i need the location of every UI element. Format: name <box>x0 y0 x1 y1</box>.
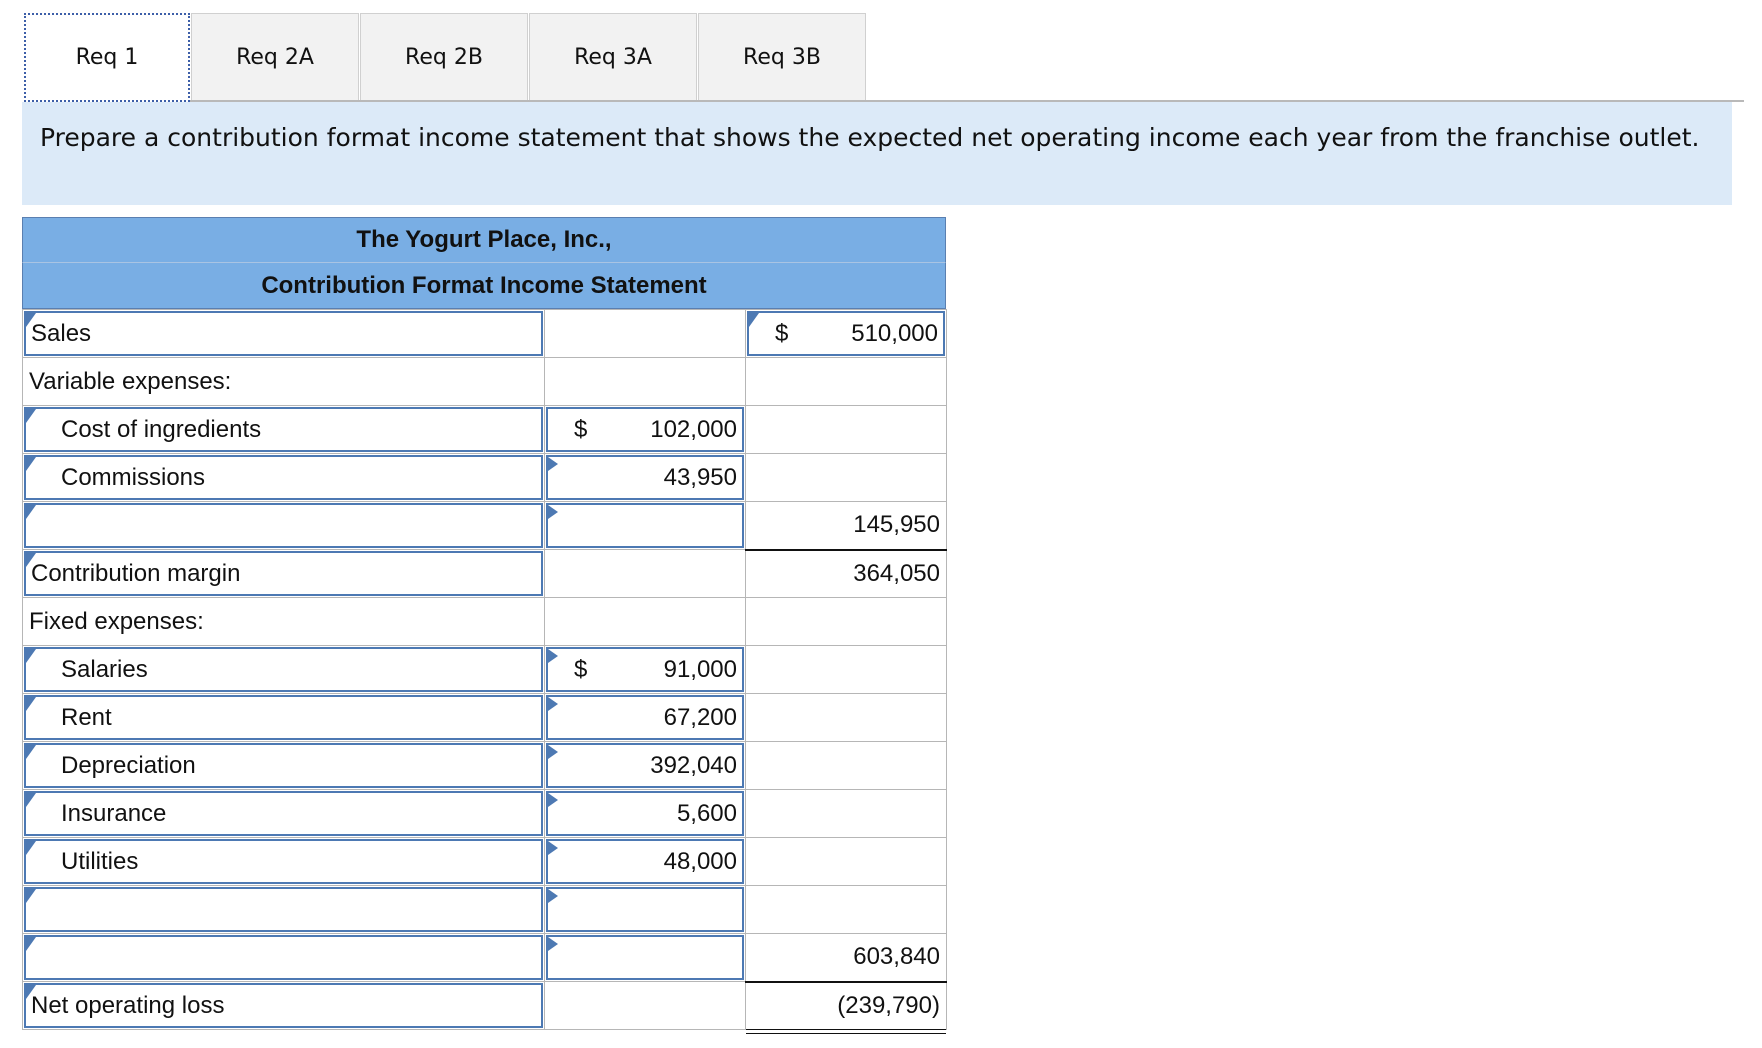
requirement-tabs <box>24 13 1744 102</box>
contribution-margin-total: 364,050 <box>853 559 940 587</box>
table-row <box>23 742 947 790</box>
depreciation-label: Depreciation <box>61 751 196 779</box>
utilities-label: Utilities <box>61 847 139 875</box>
commissions-label: Commissions <box>61 463 206 491</box>
income-statement <box>22 217 946 1030</box>
dropdown-flag-icon <box>749 313 759 327</box>
salaries-label-input[interactable] <box>24 647 543 692</box>
cost-of-ingredients-label-input[interactable] <box>24 407 543 452</box>
rent-amount: 67,200 <box>663 703 737 731</box>
cost-of-ingredients-amount: 102,000 <box>650 415 737 443</box>
dropdown-flag-icon <box>26 889 36 903</box>
dropdown-flag-icon <box>26 745 36 759</box>
dropdown-flag-icon <box>548 841 558 855</box>
dropdown-flag-icon <box>548 457 558 471</box>
table-row <box>23 310 947 358</box>
depreciation-label-input[interactable] <box>24 743 543 788</box>
table-row <box>23 790 947 838</box>
tab-req-2a[interactable]: Req 2A <box>191 13 359 100</box>
depreciation-amount-input[interactable] <box>546 743 744 788</box>
statement-table <box>22 309 947 1030</box>
cost-of-ingredients-label: Cost of ingredients <box>61 415 262 443</box>
table-row <box>23 838 947 886</box>
salaries-amount: 91,000 <box>663 655 737 683</box>
fixed-blank-1-amount-input[interactable] <box>546 887 744 932</box>
insurance-amount-input[interactable] <box>546 791 744 836</box>
utilities-amount-input[interactable] <box>546 839 744 884</box>
dropdown-flag-icon <box>26 457 36 471</box>
sales-label-input[interactable] <box>24 311 543 356</box>
dropdown-flag-icon <box>548 649 558 663</box>
tab-req-1[interactable]: Req 1 <box>24 13 190 102</box>
total-variable-expenses: 145,950 <box>853 511 940 539</box>
table-row <box>23 934 947 982</box>
sales-total: 510,000 <box>851 319 938 347</box>
salaries-label: Salaries <box>61 655 148 683</box>
dropdown-flag-icon <box>548 745 558 759</box>
table-row <box>23 406 947 454</box>
insurance-amount: 5,600 <box>676 799 737 827</box>
dropdown-flag-icon <box>548 505 558 519</box>
rent-label-input[interactable] <box>24 695 543 740</box>
table-row <box>23 982 947 1030</box>
tab-req-3a[interactable]: Req 3A <box>529 13 697 100</box>
fixed-blank-1-label-input[interactable] <box>24 887 543 932</box>
instruction-text: Prepare a contribution format income statement that shows the expected net operating income each year from the franchise outlet. <box>22 102 1732 205</box>
table-row <box>23 358 947 406</box>
table-row <box>23 646 947 694</box>
fixed-expenses-heading: Fixed expenses: <box>29 607 204 635</box>
insurance-label: Insurance <box>61 799 167 827</box>
company-name: The Yogurt Place, Inc., <box>22 217 946 262</box>
commissions-amount: 43,950 <box>663 463 737 491</box>
table-row <box>23 502 947 550</box>
dropdown-flag-icon <box>26 313 36 327</box>
table-row <box>23 886 947 934</box>
table-row <box>23 454 947 502</box>
variable-blank-label-input[interactable] <box>24 503 543 548</box>
statement-title: Contribution Format Income Statement <box>22 262 946 309</box>
dropdown-flag-icon <box>26 553 36 567</box>
dropdown-flag-icon <box>26 505 36 519</box>
dropdown-flag-icon <box>548 937 558 951</box>
table-row <box>23 694 947 742</box>
contribution-margin-label-input[interactable] <box>24 551 543 596</box>
dropdown-flag-icon <box>26 409 36 423</box>
fixed-blank-2-amount-input[interactable] <box>546 935 744 980</box>
cost-of-ingredients-amount-input[interactable] <box>546 407 744 452</box>
contribution-margin-label: Contribution margin <box>31 559 241 587</box>
dropdown-flag-icon <box>26 841 36 855</box>
total-fixed-expenses: 603,840 <box>853 943 940 971</box>
variable-expenses-heading: Variable expenses: <box>29 367 232 395</box>
dollar-sign: $ <box>775 319 789 347</box>
utilities-label-input[interactable] <box>24 839 543 884</box>
dropdown-flag-icon <box>26 793 36 807</box>
rent-label: Rent <box>61 703 112 731</box>
dropdown-flag-icon <box>26 985 36 999</box>
utilities-amount: 48,000 <box>663 847 737 875</box>
sales-total-input[interactable] <box>747 311 945 356</box>
net-operating-total: (239,790) <box>837 991 940 1019</box>
sales-label: Sales <box>31 319 92 347</box>
dropdown-flag-icon <box>26 649 36 663</box>
tab-req-2b[interactable]: Req 2B <box>360 13 528 100</box>
salaries-amount-input[interactable] <box>546 647 744 692</box>
net-operating-label-input[interactable] <box>24 983 543 1028</box>
dollar-sign: $ <box>574 655 588 683</box>
table-row <box>23 550 947 598</box>
commissions-amount-input[interactable] <box>546 455 744 500</box>
net-operating-label: Net operating loss <box>31 991 225 1019</box>
insurance-label-input[interactable] <box>24 791 543 836</box>
dropdown-flag-icon <box>26 697 36 711</box>
dropdown-flag-icon <box>548 889 558 903</box>
tab-req-3b[interactable]: Req 3B <box>698 13 866 100</box>
fixed-blank-2-label-input[interactable] <box>24 935 543 980</box>
dropdown-flag-icon <box>26 937 36 951</box>
depreciation-amount: 392,040 <box>650 751 737 779</box>
variable-blank-amount-input[interactable] <box>546 503 744 548</box>
table-row <box>23 598 947 646</box>
dollar-sign: $ <box>574 415 588 443</box>
commissions-label-input[interactable] <box>24 455 543 500</box>
dropdown-flag-icon <box>548 697 558 711</box>
rent-amount-input[interactable] <box>546 695 744 740</box>
dropdown-flag-icon <box>548 793 558 807</box>
